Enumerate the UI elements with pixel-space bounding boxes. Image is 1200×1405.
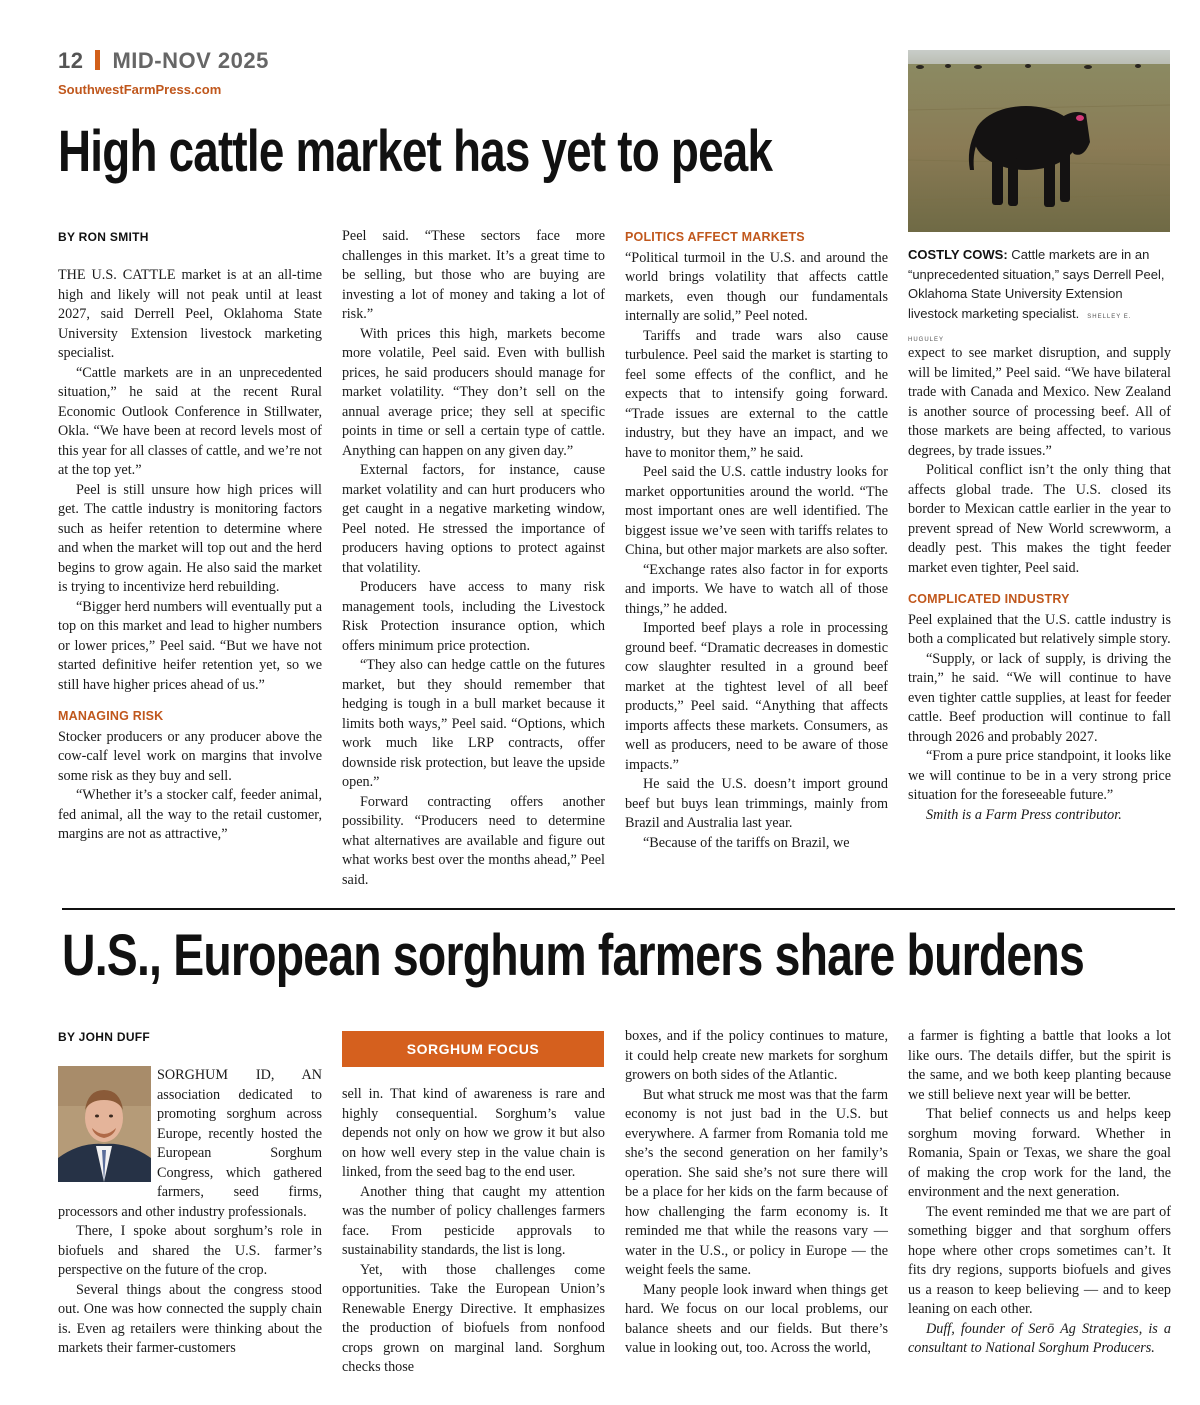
paragraph: sell in. That kind of awareness is rare and highly consequential. Sorghum’s value depends not only on how we grow it but also on how well every step in the value chain is linked, from the seed bag to the end user. [342,1086,605,1180]
article2-column-4 [908,1027,1171,1359]
paragraph: “Whether it’s a stocker calf, feeder animal, fed animal, all the way to the retail customer, margins are not as attractive,” [58,787,322,842]
paragraph: Yet, with those challenges come opportunities. Take the European Union’s Renewable Energy Directive. It emphasizes the production of biofuels from nonfood crops grown on marginal land. Sorghum checks those [342,1261,605,1375]
article2-column-3 [625,1027,888,1359]
subhead-complicated-industry: COMPLICATED INDUSTRY [908,592,1070,606]
paragraph: The event reminded me that we are part of something bigger and that sorghum offers hope where other crops sometimes can’t. It fits dry regions, supports biofuels and gives us a reason to keep believing — and to keep leaning on each other. [908,1203,1171,1317]
article1-column-2 [342,227,605,890]
paragraph: That belief connects us and helps keep sorghum moving forward. Whether in Romania, Spain or Texas, we share the goal of making the crop work for the land, the environment and the next generation. [908,1106,1171,1200]
paragraph: He said the U.S. doesn’t import ground beef but buys lean trimmings, mainly from Brazil and Australia last year. [625,776,888,831]
paragraph: Another thing that caught my attention was the number of policy challenges farmers face. From pesticide approvals to sustainability standards, the list is long. [342,1183,605,1258]
paragraph: “Political turmoil in the U.S. and around the world brings volatility that affects cattle markets, even though our fundamentals internally are solid,” Peel noted. [625,249,888,324]
paragraph: “Because of the tariffs on Brazil, we [643,834,850,851]
paragraph: Peel explained that the U.S. cattle industry is both a complicated but relatively simple story. [908,611,1171,647]
subhead-politics: POLITICS AFFECT MARKETS [625,230,805,244]
paragraph: Political conflict isn’t the only thing that affects global trade. The U.S. closed its border to Mexican cattle earlier in the year to prevent spread of New World screwworm, a deadly pest. This makes the tight feeder market even tighter, Peel said. [908,462,1171,576]
paragraph: Peel is still unsure how high prices will get. The cattle industry is monitoring factors such as heifer retention to determine where and when the market will top out and the herd begins to grow again. He also said the market is trying to incentivize herd rebuilding. [58,481,322,595]
caption-text: Cattle markets are in an “unprecedented situation,” says Derrell Peel, Oklahoma State University Extension livestock marketing specialist. [908,247,1165,321]
paragraph: Producers have access to many risk management tools, including the Livestock Risk Protection insurance option, which offers minimum price protection. [342,579,605,654]
paragraph: With prices this high, markets become more volatile, Peel said. Even with bullish prices, he said producers should manage for market volatility. “They don’t sell on the annual average price; they sell at specific points in time or sell a certain type of cattle. Anything can happen on any given day.” [342,325,605,459]
folio-divider [95,50,100,70]
paragraph: “From a pure price standpoint, it looks like we will continue to be in a very strong price situation for the foreseeable future.” [908,748,1171,803]
article2-column-2 [342,1085,605,1378]
paragraph: “They also can hedge cattle on the futures market, but they should remember that hedging is tough in a bull market because it limits both ways,” Peel said. “Options, which work much like LRP contracts, offer downside risk protection, but leave the upside open.” [342,657,605,790]
paragraph: Several things about the congress stood out. One was how connected the supply chain is. Even ag retailers were thinking about the markets their farmer-customers [58,1281,322,1356]
author-credit: Duff, founder of Serō Ag Strategies, is a consultant to National Sorghum Producers. [908,1320,1171,1356]
article1-byline: BY RON SMITH [58,230,149,244]
paragraph: Peel said the U.S. cattle industry looks for market opportunities around the world. “The most important ones are well identified. The biggest issue we’ve seen with tariffs relates to China, but other major markets are also softer. [625,464,888,558]
photo-caption [908,245,1170,351]
paragraph: “Exchange rates also factor in for exports and imports. We have to watch all of those things,” he added. [625,561,888,617]
page-folio [58,48,269,74]
paragraph: Tariffs and trade wars also cause turbulence. Peel said the market is starting to feel some effects of the conflict, and he expects that to intensify going forward. “Trade issues are external to the cattle industry, but they have an impact, and we have to monitor them,” he said. [625,327,888,461]
page-number: 12 [58,48,84,73]
author-credit: Smith is a Farm Press contributor. [926,806,1122,823]
photo-credit: SHELLEY E. HUGULEY [908,313,1132,343]
article2-byline: BY JOHN DUFF [58,1030,151,1044]
paragraph: “Bigger herd numbers will eventually put a top on this market and lead to higher numbers or lower prices,” Peel said. “But we have not started definitive heifer retention yet, so we still have higher prices ahead of us.” [58,598,322,693]
paragraph: a farmer is fighting a battle that looks a lot like ours. The details differ, but the spirit is the same, and we both keep planting because we still believe next year will be better. [908,1028,1171,1103]
paragraph: Many people look inward when things get hard. We focus on our local problems, our balance sheets and our fields. But there’s value in looking out, too. Across the world, [625,1281,888,1356]
paragraph: Forward contracting offers another possibility. “Producers need to determine what alternatives are available and figure out what works best over the months ahead,” Peel said. [342,793,605,888]
cow-photo [908,50,1170,232]
issue-date: MID-NOV 2025 [112,48,269,73]
paragraph: Imported beef plays a role in processing ground beef. “Dramatic decreases in domestic cow slaughter resulted in a ground beef market at the tightest level of all beef products,” Peel said. “Anything that affects imports affects these markets. Consumers, as well as producers, need to be aware of those impacts.” [625,620,888,773]
paragraph: “Supply, or lack of supply, is driving the train,” he said. “We will continue to have even tighter cattle supplies, at least for feeder cattle. Beef production will continue to fall through 2026 and probably 2027. [908,650,1171,745]
paragraph: But what struck me most was that the farm economy is not just bad in the U.S. but everywhere. A farmer from Romania told me she’s the second generation on her family’s operation. She said she’s not sure there will be a place for her kids on the farm because of how challenging the farm economy is. It reminded me that while the reasons vary — water in the U.S., or policy in Europe — the weight feels the same. [625,1086,888,1278]
paragraph: External factors, for instance, cause market volatility and can hurt producers who get caught in a negative marketing window, Peel noted. He stressed the importance of producers having options to protect against that volatility. [342,462,605,576]
headshot-float [58,1066,157,1187]
black-cow-photo-icon [908,50,1170,232]
article1-headline: High cattle market has yet to peak [58,119,773,184]
site-url[interactable]: SouthwestFarmPress.com [58,82,222,97]
article1-column-4 [908,344,1171,825]
paragraph: “Cattle markets are in an unprecedented situation,” he said at the recent Rural Economic Outlook Conference in Stillwater, Okla. “We have been at record levels most of this year for all classes of cattle, and we’re not at the top yet.” [58,364,322,478]
caption-lead: COSTLY COWS: [908,247,1008,262]
author-headshot-photo-icon [58,1066,151,1182]
paragraph: There, I spoke about sorghum’s role in biofuels and shared the U.S. farmer’s perspective on the future of the crop. [58,1223,322,1278]
paragraph: expect to see market disruption, and supply will be limited,” Peel said. “We have bilateral trade with Canada and Mexico. New Zealand is another source of processing beef. All of those markets are being affected, to various degrees, by trade issues.” [908,345,1171,459]
article2-column-1 [58,1066,322,1359]
subhead-managing-risk: MANAGING RISK [58,709,164,723]
article2-headline: U.S., European sorghum farmers share burdens [62,923,1084,988]
paragraph: THE U.S. CATTLE market is at an all-time high and likely will not peak until at least 2027, said Derrell Peel, Oklahoma State University Extension livestock marketing specialist. [58,267,322,361]
paragraph: SORGHUM ID, AN association dedicated to promoting sorghum across Europe, recently hosted the European Sorghum Congress, which gathered farmers, seed firms, processors and other industry professionals. [58,1067,322,1220]
article1-column-1 [58,266,322,845]
article-divider [62,908,1175,910]
sorghum-focus-banner: SORGHUM FOCUS [342,1031,604,1067]
paragraph: Stocker producers or any producer above the cow-calf level work on margins that involve some risk as they buy and sell. [58,728,322,784]
article1-column-3 [625,228,888,853]
paragraph: Peel said. “These sectors face more challenges in this market. It’s a great time to be selling, but those who are buying are investing a lot of money and taking a lot of risk.” [342,228,605,322]
paragraph: boxes, and if the policy continues to mature, it could help create new markets for sorghum growers on both sides of the Atlantic. [625,1028,888,1083]
